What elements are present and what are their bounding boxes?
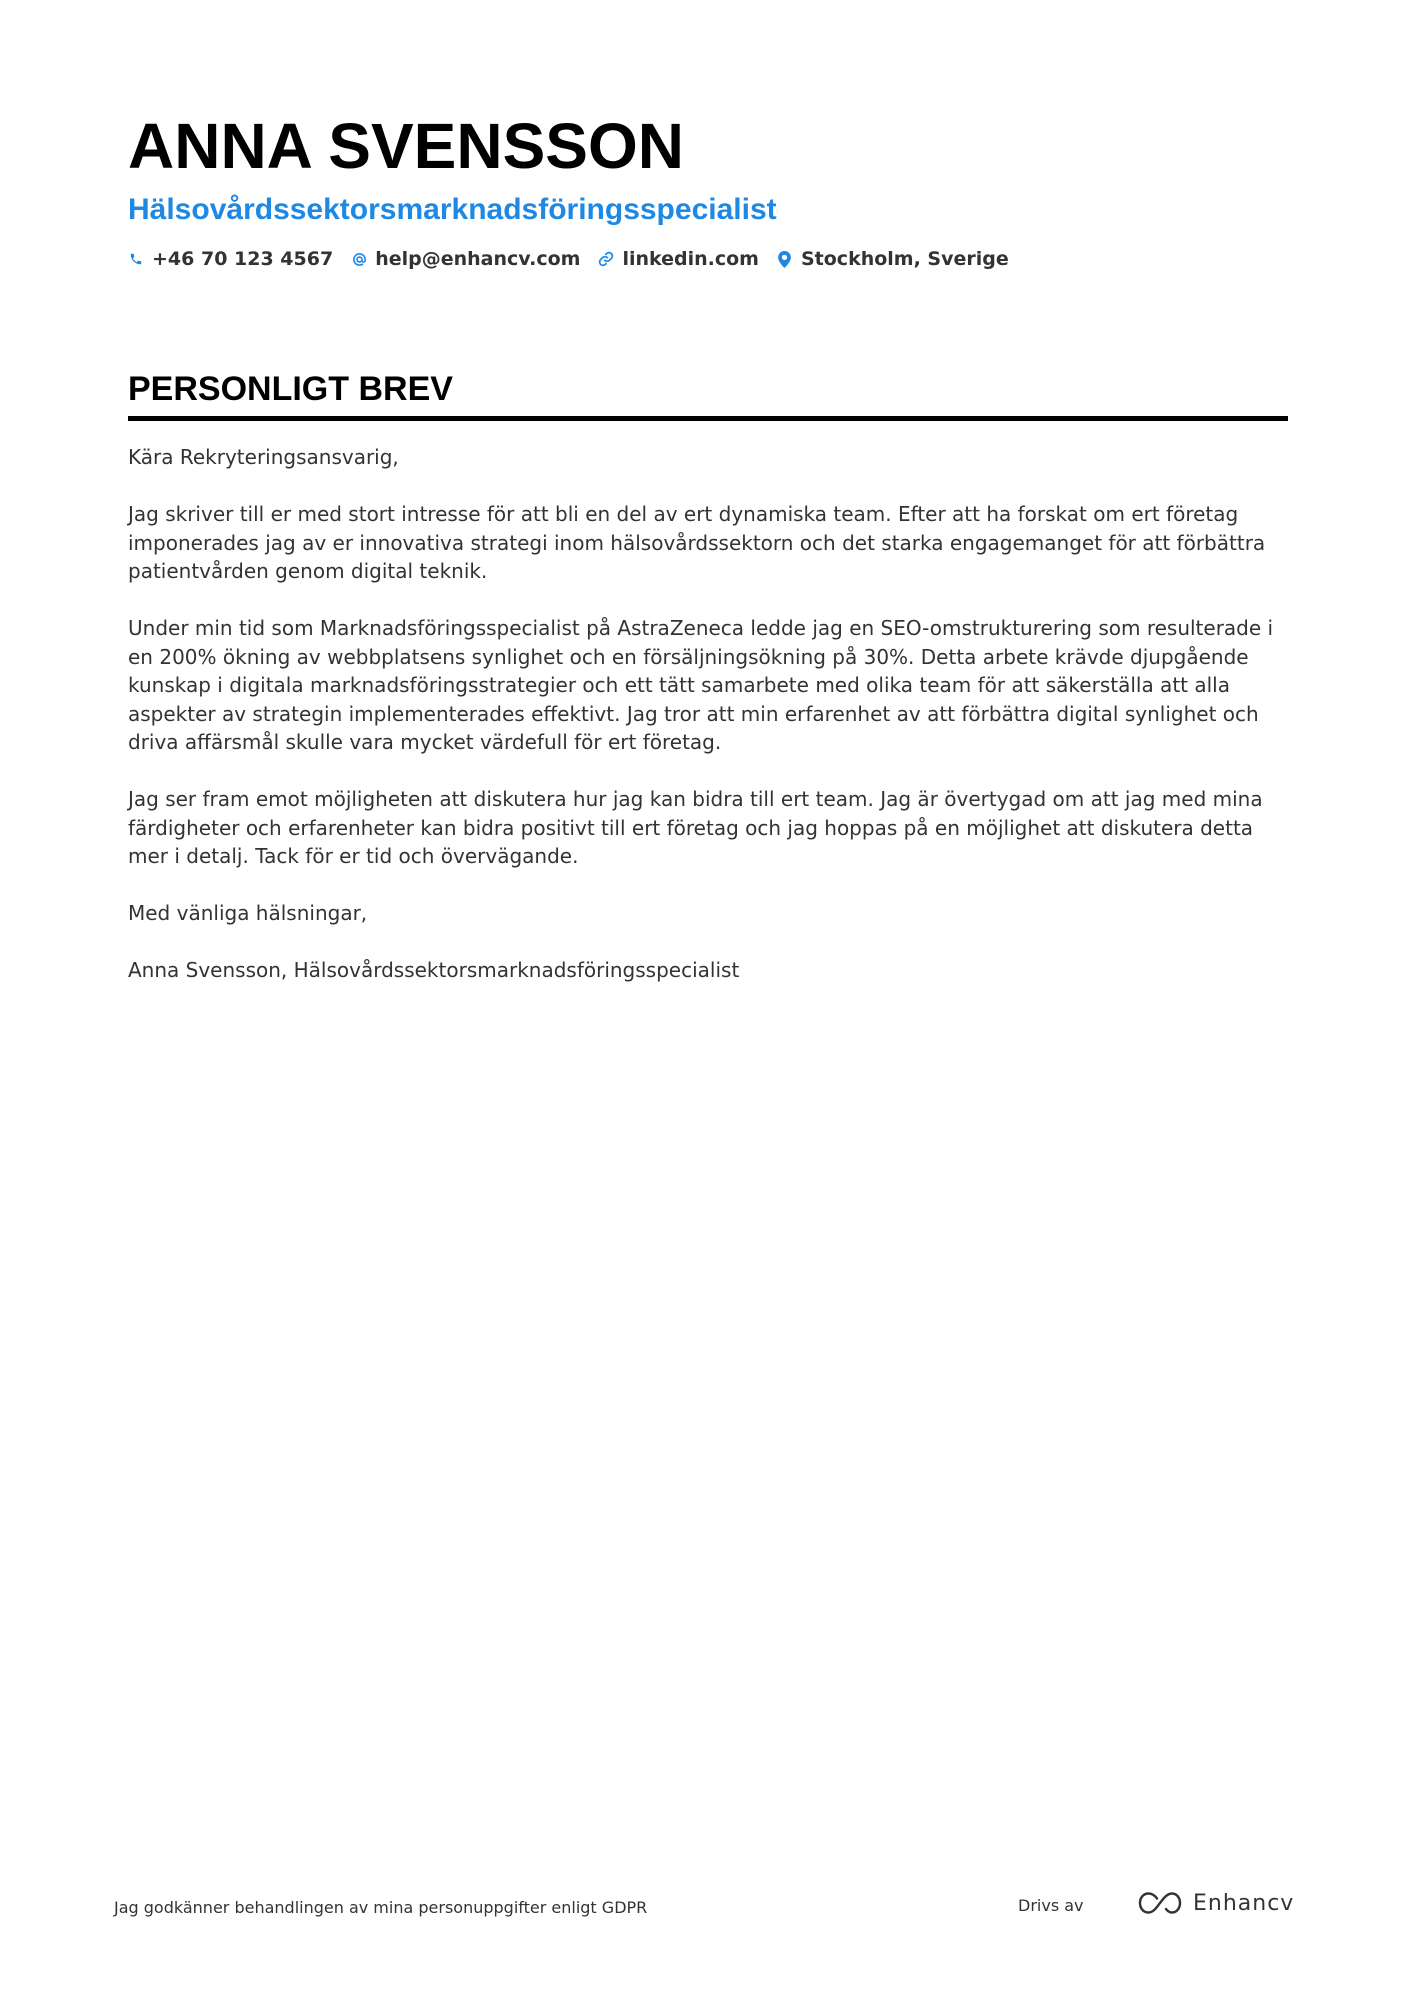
applicant-title: Hälsovårdssektorsmarknadsföringsspecialist xyxy=(128,193,777,226)
contact-linkedin xyxy=(598,248,759,270)
linkedin-text: linkedin.com xyxy=(622,248,759,270)
header xyxy=(128,108,1288,270)
letter-paragraph: Under min tid som Marknadsföringsspecialist på AstraZeneca ledde jag en SEO-omstrukturering som resulterade i en 200% ökning av webbplatsens synlighet och en försäljningsökning på 30%. Detta arbete krävde djupgående kunskap i digitala marknadsföringsstrategier och ett tätt samarbete med olika team för att säkerställa att alla aspekter av strategin implementerades effektivt. Jag tror att min erfarenhet av att förbättra digital synlighet och driva affärsmål skulle vara mycket värdefull för ert företag. xyxy=(128,616,1274,754)
powered-by-label: Drivs av xyxy=(1018,1896,1084,1915)
letter-signature: Anna Svensson, Hälsovårdssektorsmarknadsföringsspecialist xyxy=(128,958,740,982)
gdpr-consent-text: Jag godkänner behandlingen av mina personuppgifter enligt GDPR xyxy=(114,1898,648,1917)
letter-greeting: Kära Rekryteringsansvarig, xyxy=(128,445,399,469)
contact-list xyxy=(128,248,1288,270)
letter-paragraph: Jag ser fram emot möjligheten att diskutera hur jag kan bidra till ert team. Jag är övertygad om att jag med mina färdigheter och erfarenheter kan bidra positivt till ert företag och jag hoppas på en möjlighet att diskutera detta mer i detalj. Tack för er tid och övervägande. xyxy=(128,787,1263,868)
link-icon xyxy=(598,249,614,269)
letter-closing: Med vänliga hälsningar, xyxy=(128,901,368,925)
letter-paragraph: Jag skriver till er med stort intresse för att bli en del av ert dynamiska team. Efter att ha forskat om ert företag imponerades jag av er innovativa strategi inom hälsovårdssektorn och det starka engagemanget för att förbättra patientvården genom digital teknik. xyxy=(128,502,1266,583)
contact-email xyxy=(351,248,580,270)
phone-text: +46 70 123 4567 xyxy=(152,248,334,270)
section-title: PERSONLIGT BREV xyxy=(128,368,1288,421)
enhancv-logo-icon xyxy=(1137,1890,1183,1916)
enhancv-brand-link[interactable] xyxy=(1137,1890,1294,1916)
footer xyxy=(114,1890,1295,1922)
location-text: Stockholm, Sverige xyxy=(800,248,1009,270)
location-pin-icon xyxy=(777,249,793,269)
applicant-name: ANNA SVENSSON xyxy=(128,110,684,182)
phone-icon xyxy=(128,249,144,269)
cover-letter-section xyxy=(128,368,1288,1013)
contact-location xyxy=(777,248,1009,270)
contact-phone xyxy=(128,248,333,270)
letter-body xyxy=(128,443,1288,985)
at-icon xyxy=(351,249,367,269)
enhancv-brand-name: Enhancv xyxy=(1193,1890,1295,1916)
email-text: help@enhancv.com xyxy=(375,248,581,270)
